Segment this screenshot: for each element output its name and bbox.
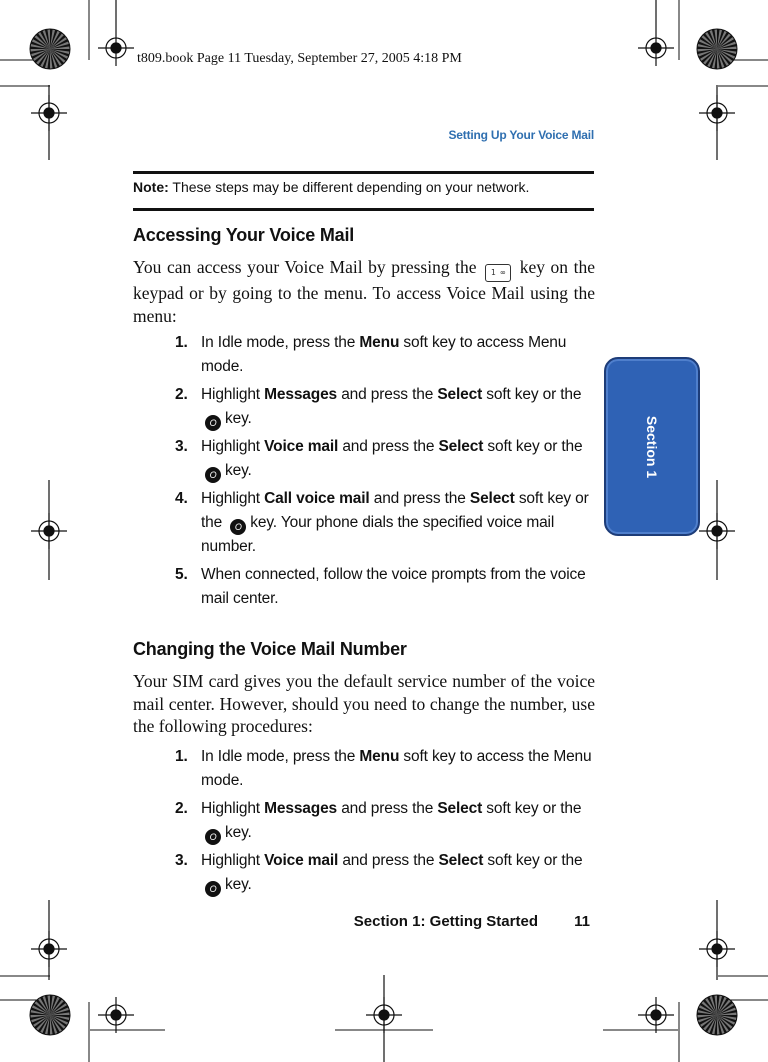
list-item: 4. Highlight Call voice mail and press the Select soft key or the O key. Your phone dials the specified voice mail number. — [175, 490, 589, 555]
running-head: Setting Up Your Voice Mail — [448, 128, 594, 142]
section-tab — [604, 357, 700, 536]
voicemail-key-icon: 1 ∞ — [485, 264, 511, 282]
steps-list-changing — [175, 745, 595, 901]
section-tab-label: Section 1 — [644, 415, 660, 478]
list-item: 3. Highlight Voice mail and press the Select soft key or the O key. — [175, 435, 595, 483]
note-label: Note: — [133, 179, 169, 195]
ok-key-icon: O — [205, 415, 221, 431]
list-item: 3. Highlight Voice mail and press the Select soft key or the O key. — [175, 849, 595, 897]
section-heading-accessing: Accessing Your Voice Mail — [133, 225, 355, 245]
footer-section-label: Section 1: Getting Started — [353, 913, 538, 930]
divider — [133, 171, 594, 174]
list-item: 2. Highlight Messages and press the Select soft key or the O key. — [175, 797, 595, 845]
list-item: 5. When connected, follow the voice prompts from the voice mail center. — [175, 566, 586, 607]
ok-key-icon: O — [205, 881, 221, 897]
note — [133, 179, 594, 195]
ok-key-icon: O — [230, 519, 246, 535]
body-paragraph: You can access your Voice Mail by pressing the 1 ∞ key on the keypad or by going to the menu. To access Voice Mail using the menu: — [133, 257, 595, 326]
ok-key-icon: O — [205, 467, 221, 483]
ok-key-icon: O — [205, 829, 221, 845]
list-item: 1. In Idle mode, press the Menu soft key to access the Menu mode. — [175, 748, 592, 789]
divider — [133, 208, 594, 211]
note-text: These steps may be different depending on your network. — [172, 179, 530, 195]
section-heading-changing: Changing the Voice Mail Number — [133, 639, 407, 659]
print-slug: t809.book Page 11 Tuesday, September 27, 2005 4:18 PM — [137, 51, 462, 66]
page-number: 11 — [574, 913, 590, 930]
list-item: 1. In Idle mode, press the Menu soft key to access Menu mode. — [175, 334, 567, 375]
steps-list-accessing — [175, 331, 595, 615]
list-item: 2. Highlight Messages and press the Select soft key or the O key. — [175, 383, 595, 431]
body-paragraph: Your SIM card gives you the default service number of the voice mail center. However, should you need to change the number, use the following procedures: — [133, 671, 595, 736]
